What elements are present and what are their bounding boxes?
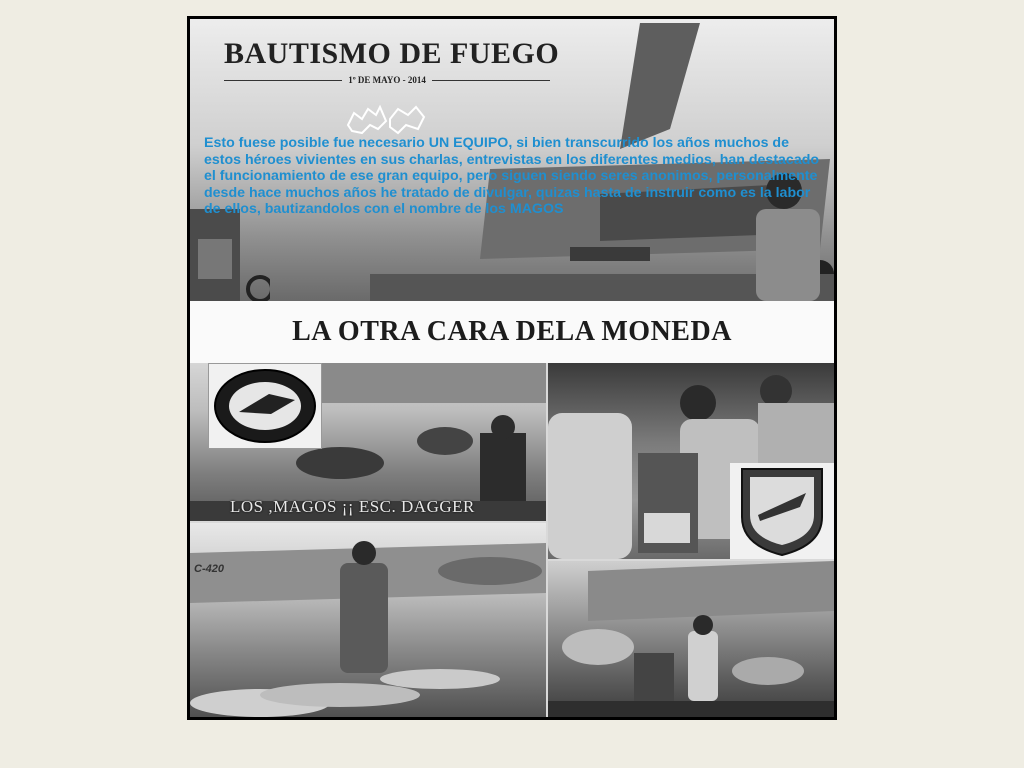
unit-patch-round [208,363,322,449]
aircraft-serial: C-420 [194,563,224,575]
jet-and-bombs-illustration [190,523,546,717]
photo-crew-equipment [548,363,834,559]
photo-crew-loading [548,561,834,717]
poster-title: BAUTISMO DE FUEGO [224,37,560,70]
photo-caption: LOS ,MAGOS ¡¡ ESC. DAGGER [230,497,475,516]
date-label: 1º DE MAYO - 2014 [348,75,426,85]
shield-emblem-icon [730,463,834,559]
divider [224,80,342,81]
photo-magos-under-jet [190,363,546,521]
banner-heading: LA OTRA CARA DELA MONEDA [292,316,732,347]
poster-date [224,75,550,85]
photo-pilot-with-bombs [190,523,546,717]
overlay-caption-text: Esto fuese posible fue necesario UN EQUIPO, si bien transcurrido los años muchos de estos héroes vivientes en sus charlas, entrevistas en los diferentes medios, han destacado el funcionamiento de ese gran equipo, pero siguen siendo seres anonimos, personalmente desde hace muchos años he tratado de divulgar, quizas hasta de instruir como es la labor de ellos, bautizandolos con el nombre de los MAGOS [204,135,820,217]
loading-crew-illustration [548,561,834,717]
marinete-emblem-icon [209,364,321,448]
divider [432,80,550,81]
top-photo-panel [190,19,834,301]
poster-image [187,16,837,720]
banner-strip [190,301,834,363]
unit-patch-shield [730,463,834,559]
